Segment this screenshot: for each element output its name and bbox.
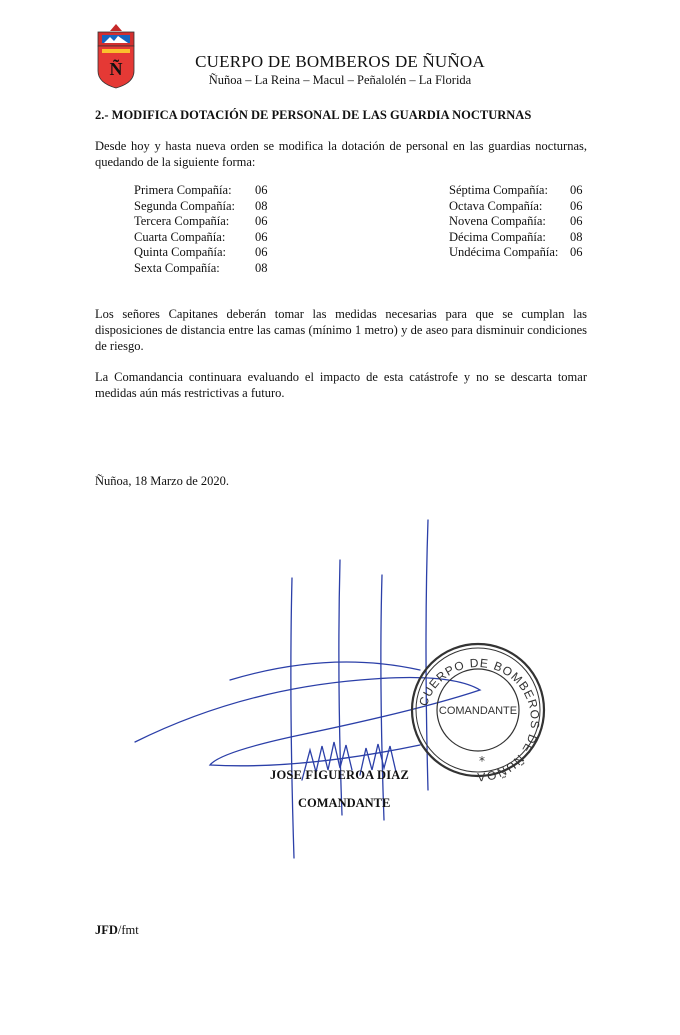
company-staff-count: 08: [570, 229, 583, 244]
company-staff-count: 06: [570, 245, 583, 259]
company-row: [134, 245, 294, 261]
section-heading: 2.- MODIFICA DOTACIÓN DE PERSONAL DE LAS GUARDIA NOCTURNAS: [95, 108, 532, 122]
company-name: Sexta Compañía:: [134, 260, 220, 275]
official-stamp: [412, 644, 544, 784]
company-name: Quinta Compañía:: [134, 245, 226, 259]
company-name: Undécima Compañía:: [449, 245, 559, 259]
company-name: Segunda Compañía:: [134, 198, 236, 213]
company-staff-count: 06: [255, 214, 268, 228]
company-name: Décima Compañía:: [449, 229, 546, 244]
company-staff-count: 06: [255, 245, 268, 259]
signatory-name: JOSE FIGUEROA DIAZ: [270, 768, 410, 782]
company-name: Tercera Compañía:: [134, 214, 230, 228]
company-row: [134, 230, 294, 246]
company-name: Cuarta Compañía:: [134, 229, 226, 244]
company-staff-count: 06: [570, 214, 583, 228]
companies-table-right: [449, 183, 599, 261]
company-row: [449, 214, 599, 230]
company-row: [134, 199, 294, 215]
command-paragraph: La Comandancia continuara evaluando el impacto de esta catástrofe y no se descarta tomar medidas aún más restrictivas a futuro.: [95, 370, 587, 400]
company-staff-count: 06: [570, 183, 583, 197]
signatory-title: COMANDANTE: [298, 796, 391, 810]
initials-typist: /fmt: [117, 923, 139, 937]
company-row: [134, 183, 294, 199]
company-name: Octava Compañía:: [449, 198, 543, 213]
intro-paragraph: Desde hoy y hasta nueva orden se modifica la dotación de personal en las guardias nocturnas, quedando de la siguiente forma:: [95, 139, 587, 169]
fire-department-logo: [95, 23, 137, 89]
stamp-ring-text: CUERPO DE BOMBEROS DE ÑUÑOA: [416, 655, 543, 785]
reference-initials: [95, 923, 139, 938]
company-row: [449, 230, 599, 246]
captains-paragraph: Los señores Capitanes deberán tomar las medidas necesarias para que se cumplan las disposiciones de distancia entre las camas (mínimo 1 metro) y de aseo para disminuir condiciones de riesgo.: [95, 307, 587, 353]
company-row: [134, 214, 294, 230]
company-staff-count: 08: [255, 260, 268, 275]
companies-table-left: [134, 183, 294, 276]
company-staff-count: 06: [570, 198, 583, 213]
logo-letter: Ñ: [109, 59, 123, 79]
place-and-date: Ñuñoa, 18 Marzo de 2020.: [95, 474, 229, 488]
company-row: [449, 183, 599, 199]
company-name: Novena Compañía:: [449, 214, 546, 228]
communes-subtitle: Ñuñoa – La Reina – Macul – Peñalolén – La Florida: [208, 73, 472, 87]
stamp-center-text: COMANDANTE: [438, 705, 518, 717]
company-staff-count: 06: [255, 229, 268, 244]
organization-name: CUERPO DE BOMBEROS DE ÑUÑOA: [195, 52, 485, 71]
company-staff-count: 06: [255, 183, 268, 197]
company-staff-count: 08: [255, 198, 268, 213]
company-name: Séptima Compañía:: [449, 183, 548, 197]
company-row: [449, 245, 599, 261]
svg-text:CUERPO DE BOMBEROS DE ÑUÑOA: [416, 656, 542, 784]
initials-author: JFD: [95, 923, 118, 937]
stamp-star-icon: *: [479, 754, 485, 768]
company-row: [449, 199, 599, 215]
company-row: [134, 261, 294, 277]
company-name: Primera Compañía:: [134, 183, 232, 197]
